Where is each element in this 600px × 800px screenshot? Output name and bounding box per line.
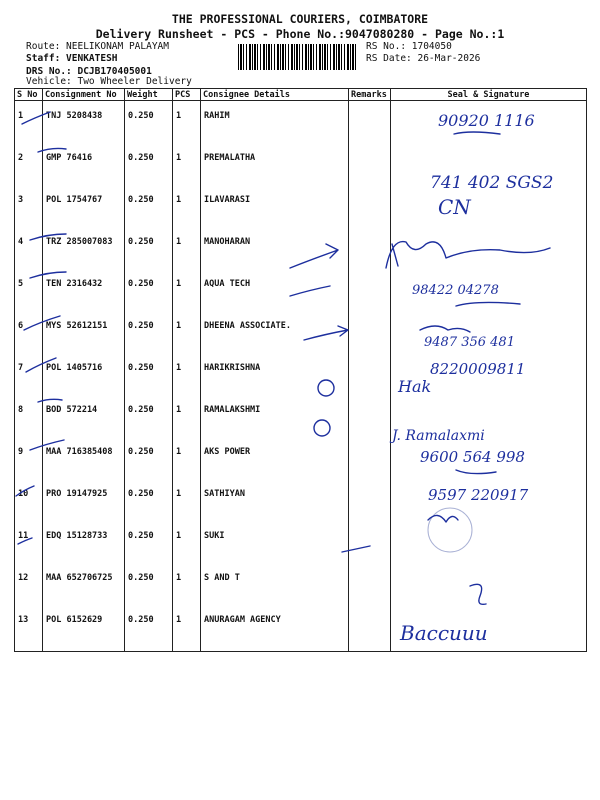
- row-consignee: MANOHARAN: [201, 227, 349, 269]
- row-consignee: RAHIM: [201, 101, 349, 144]
- row-sno: 2: [15, 143, 43, 185]
- table-row: [15, 605, 587, 652]
- row-sno: 4: [15, 227, 43, 269]
- row-seal: [391, 311, 587, 353]
- col-remarks: Remarks: [349, 89, 391, 101]
- table-row: [15, 227, 587, 269]
- sig-row-9: 9600 564 998: [420, 448, 525, 466]
- row-remarks: [349, 227, 391, 269]
- drs-number: DRS No.: DCJB170405001: [26, 66, 152, 77]
- sig-row-7a: 8220009811: [430, 360, 526, 378]
- row-sno: 12: [15, 563, 43, 605]
- row-weight: 0.250: [125, 185, 173, 227]
- row-consignee: AKS POWER: [201, 437, 349, 479]
- table-row: [15, 521, 587, 563]
- row-seal: [391, 227, 587, 269]
- row-consignee: SUKI: [201, 521, 349, 563]
- row-consignment: MAA 716385408: [43, 437, 125, 479]
- sig-row-10: 9597 220917: [428, 486, 529, 504]
- table-row: [15, 437, 587, 479]
- col-consignment: Consignment No: [43, 89, 125, 101]
- row-weight: 0.250: [125, 311, 173, 353]
- sig-row-5: 98422 04278: [412, 283, 499, 298]
- row-pcs: 1: [173, 185, 201, 227]
- col-consignee: Consignee Details: [201, 89, 349, 101]
- sig-row-8: J. Ramalaxmi: [392, 428, 485, 444]
- row-sno: 1: [15, 101, 43, 144]
- row-remarks: [349, 521, 391, 563]
- row-consignment: BOD 572214: [43, 395, 125, 437]
- runsheet-subtitle: Delivery Runsheet - PCS - Phone No.:9047080280 - Page No.:1: [95, 27, 505, 41]
- row-weight: 0.250: [125, 605, 173, 652]
- sig-row-13: Baccuuu: [400, 621, 488, 645]
- table-row: [15, 311, 587, 353]
- row-consignee: AQUA TECH: [201, 269, 349, 311]
- rs-date: RS Date: 26-Mar-2026: [366, 53, 481, 64]
- row-pcs: 1: [173, 269, 201, 311]
- row-weight: 0.250: [125, 269, 173, 311]
- row-remarks: [349, 395, 391, 437]
- row-remarks: [349, 311, 391, 353]
- row-consignment: TNJ 5208438: [43, 101, 125, 144]
- row-sno: 7: [15, 353, 43, 395]
- sig-row-2: 741 402 SGS2: [430, 173, 554, 193]
- sig-row-3: CN: [438, 195, 471, 219]
- row-consignment: POL 6152629: [43, 605, 125, 652]
- row-pcs: 1: [173, 101, 201, 144]
- table-row: [15, 185, 587, 227]
- row-consignment: GMP 76416: [43, 143, 125, 185]
- sig-row-1: 90920 1116: [438, 111, 535, 130]
- row-consignment: MAA 652706725: [43, 563, 125, 605]
- row-consignment: TRZ 285007083: [43, 227, 125, 269]
- row-remarks: [349, 269, 391, 311]
- row-consignment: TEN 2316432: [43, 269, 125, 311]
- row-pcs: 1: [173, 437, 201, 479]
- row-weight: 0.250: [125, 143, 173, 185]
- runsheet-table: [14, 88, 587, 652]
- table-row: [15, 479, 587, 521]
- row-seal: [391, 563, 587, 605]
- barcode: [238, 44, 358, 70]
- row-weight: 0.250: [125, 521, 173, 563]
- col-weight: Weight: [125, 89, 173, 101]
- row-pcs: 1: [173, 395, 201, 437]
- row-consignment: PRO 19147925: [43, 479, 125, 521]
- row-seal: [391, 185, 587, 227]
- row-weight: 0.250: [125, 353, 173, 395]
- row-weight: 0.250: [125, 479, 173, 521]
- row-seal: [391, 437, 587, 479]
- row-consignment: POL 1754767: [43, 185, 125, 227]
- row-seal: [391, 395, 587, 437]
- row-weight: 0.250: [125, 437, 173, 479]
- rs-number: RS No.: 1704050: [366, 41, 452, 52]
- row-pcs: 1: [173, 311, 201, 353]
- row-pcs: 1: [173, 563, 201, 605]
- row-remarks: [349, 353, 391, 395]
- sig-row-6: 9487 356 481: [424, 335, 515, 350]
- table-header: [15, 89, 587, 101]
- table-row: [15, 143, 587, 185]
- row-seal: [391, 353, 587, 395]
- row-pcs: 1: [173, 479, 201, 521]
- row-remarks: [349, 563, 391, 605]
- vehicle-label: Vehicle: Two Wheeler Delivery: [26, 76, 192, 87]
- row-sno: 8: [15, 395, 43, 437]
- row-remarks: [349, 479, 391, 521]
- row-weight: 0.250: [125, 227, 173, 269]
- row-weight: 0.250: [125, 395, 173, 437]
- row-seal: [391, 605, 587, 652]
- table-row: [15, 563, 587, 605]
- row-seal: [391, 143, 587, 185]
- row-sno: 9: [15, 437, 43, 479]
- row-pcs: 1: [173, 605, 201, 652]
- row-remarks: [349, 185, 391, 227]
- table-row: [15, 101, 587, 144]
- row-remarks: [349, 605, 391, 652]
- row-seal: [391, 521, 587, 563]
- col-pcs: PCS: [173, 89, 201, 101]
- row-weight: 0.250: [125, 563, 173, 605]
- row-consignee: DHEENA ASSOCIATE.: [201, 311, 349, 353]
- row-weight: 0.250: [125, 101, 173, 144]
- row-seal: [391, 269, 587, 311]
- row-sno: 5: [15, 269, 43, 311]
- row-pcs: 1: [173, 227, 201, 269]
- table-row: [15, 269, 587, 311]
- row-remarks: [349, 101, 391, 144]
- row-pcs: 1: [173, 353, 201, 395]
- row-pcs: 1: [173, 143, 201, 185]
- row-consignee: ILAVARASI: [201, 185, 349, 227]
- col-sno: S No: [15, 89, 43, 101]
- row-consignment: POL 1405716: [43, 353, 125, 395]
- table-row: [15, 395, 587, 437]
- row-remarks: [349, 437, 391, 479]
- row-consignee: ANURAGAM AGENCY: [201, 605, 349, 652]
- row-seal: [391, 479, 587, 521]
- row-consignee: SATHIYAN: [201, 479, 349, 521]
- row-pcs: 1: [173, 521, 201, 563]
- row-consignee: PREMALATHA: [201, 143, 349, 185]
- row-consignment: EDQ 15128733: [43, 521, 125, 563]
- row-sno: 13: [15, 605, 43, 652]
- row-consignee: RAMALAKSHMI: [201, 395, 349, 437]
- table-row: [15, 353, 587, 395]
- row-consignment: MYS 52612151: [43, 311, 125, 353]
- row-consignee: HARIKRISHNA: [201, 353, 349, 395]
- company-title: THE PROFESSIONAL COURIERS, COIMBATORE: [171, 12, 429, 26]
- row-sno: 11: [15, 521, 43, 563]
- route-label: Route: NEELIKONAM PALAYAM: [26, 41, 169, 52]
- row-sno: 10: [15, 479, 43, 521]
- row-sno: 3: [15, 185, 43, 227]
- row-consignee: S AND T: [201, 563, 349, 605]
- sig-row-7b: Hak: [398, 377, 432, 396]
- staff-label: Staff: VENKATESH: [26, 53, 118, 64]
- row-sno: 6: [15, 311, 43, 353]
- row-remarks: [349, 143, 391, 185]
- col-seal: Seal & Signature: [391, 89, 587, 101]
- row-seal: [391, 101, 587, 144]
